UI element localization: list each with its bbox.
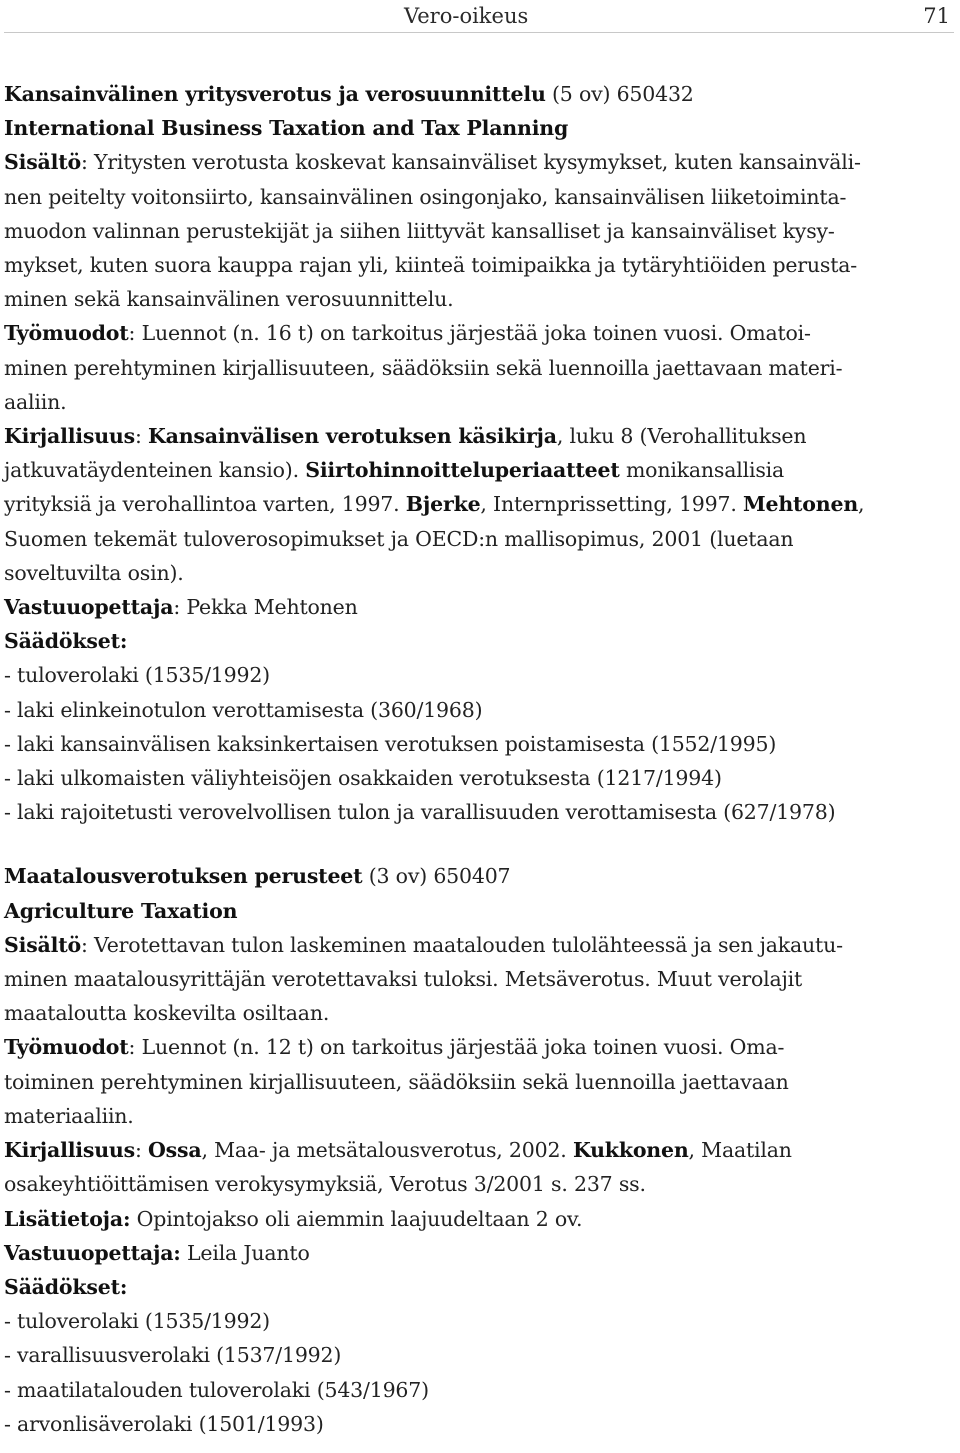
course-credits: (5 ov) 650432	[545, 82, 694, 106]
book-title: Siirtohinnoitteluperiaatteet	[305, 458, 620, 483]
literature-label: Kirjallisuus	[4, 1138, 135, 1163]
header-title: Vero-oikeus	[404, 4, 529, 28]
statute-item: - varallisuusverolaki (1537/1992)	[4, 1343, 342, 1368]
info-line: Lisätietoja: Opintojakso oli aiemmin laajuudeltaan 2 ov.	[4, 1206, 583, 1231]
literature-line: Suomen tekemät tuloverosopimukset ja OECD:n mallisopimus, 2001 (luetaan	[4, 526, 794, 551]
statute-item: - tuloverolaki (1535/1992)	[4, 663, 270, 688]
author-name: Ossa	[148, 1138, 202, 1163]
info-label: Lisätietoja:	[4, 1206, 131, 1231]
content-line: mykset, kuten suora kauppa rajan yli, kiinteä toimipaikka ja tytäryhtiöiden perusta-	[4, 253, 858, 278]
methods-line: toiminen perehtyminen kirjallisuuteen, säädöksiin sekä luennoilla jaettavaan	[4, 1069, 789, 1094]
content-line: nen peitelty voitonsiirto, kansainvälinen osingonjako, kansainvälisen liiketoiminta-	[4, 184, 847, 209]
methods-line: materiaaliin.	[4, 1103, 134, 1128]
statute-item: - laki ulkomaisten väliyhteisöjen osakkaiden verotuksesta (1217/1994)	[4, 766, 722, 791]
running-header	[4, 0, 954, 33]
course-title-fi	[4, 77, 954, 111]
course-name: Maatalousverotuksen perusteet	[4, 864, 363, 889]
author-name: Bjerke	[405, 492, 481, 517]
content-line: maataloutta koskevilta osiltaan.	[4, 1001, 330, 1026]
section-gap	[4, 829, 954, 859]
teacher-line	[4, 590, 954, 624]
course-title-fi	[4, 859, 954, 893]
literature-line: soveltuvilta osin).	[4, 560, 184, 585]
statute-item: - tuloverolaki (1535/1992)	[4, 1309, 270, 1334]
methods-line: Työmuodot: Luennot (n. 12 t) on tarkoitus järjestää joka toinen vuosi. Oma-	[4, 1035, 785, 1060]
methods-label: Työmuodot	[4, 1035, 129, 1060]
methods-line: minen perehtyminen kirjallisuuteen, säädöksiin sekä luennoilla jaettavaan materi-	[4, 355, 843, 380]
methods-line: Työmuodot: Luennot (n. 16 t) on tarkoitus järjestää joka toinen vuosi. Omatoi-	[4, 321, 811, 346]
statute-item: - laki kansainvälisen kaksinkertaisen verotuksen poistamisesta (1552/1995)	[4, 731, 777, 756]
course-title-en: Agriculture Taxation	[4, 898, 238, 923]
content-line: Sisältö: Yritysten verotusta koskevat kansainväliset kysymykset, kuten kansainväli-	[4, 150, 861, 175]
teacher-label: Vastuuopettaja:	[4, 1240, 181, 1265]
course-name: Kansainvälinen yritysverotus ja verosuunnittelu	[4, 82, 546, 106]
methods-label: Työmuodot	[4, 321, 129, 346]
teacher-name: Leila Juanto	[180, 1240, 310, 1265]
content-line: muodon valinnan perustekijät ja siihen liittyvät kansalliset ja kansainväliset kysy-	[4, 218, 835, 243]
literature-line: yrityksiä ja verohallintoa varten, 1997. Bjerke, Internprissetting, 1997. Mehtonen,	[4, 492, 865, 517]
author-name: Kukkonen	[572, 1138, 689, 1163]
content-line: Sisältö: Verotettavan tulon laskeminen maatalouden tulolähteessä ja sen jakautu-	[4, 932, 843, 957]
literature-line: osakeyhtiöittämisen verokysymyksiä, Verotus 3/2001 s. 237 ss.	[4, 1172, 646, 1197]
content-line: minen maatalousyrittäjän verotettavaksi tuloksi. Metsäverotus. Muut verolajit	[4, 967, 803, 992]
statute-item: - arvonlisäverolaki (1501/1993)	[4, 1411, 324, 1436]
statutes-label: Säädökset:	[4, 629, 128, 654]
teacher-label: Vastuuopettaja	[4, 595, 174, 620]
methods-line: aaliin.	[4, 389, 67, 414]
statute-item: - laki rajoitetusti verovelvollisen tulon ja varallisuuden verottamisesta (627/1978)	[4, 800, 836, 825]
statute-item: - laki elinkeinotulon verottamisesta (360/1968)	[4, 697, 483, 722]
teacher-name: : Pekka Mehtonen	[173, 595, 358, 620]
author-name: Mehtonen	[742, 492, 859, 517]
course-section-2	[4, 859, 954, 1440]
statutes-label: Säädökset:	[4, 1274, 128, 1299]
page-number: 71	[923, 4, 950, 28]
course-title-en: International Business Taxation and Tax Planning	[4, 116, 569, 141]
content-label: Sisältö	[4, 932, 81, 957]
course-credits: (3 ov) 650407	[362, 864, 511, 889]
content-line: minen sekä kansainvälinen verosuunnittelu.	[4, 287, 454, 312]
teacher-line	[4, 1236, 954, 1270]
content-label: Sisältö	[4, 150, 81, 175]
literature-line: Kirjallisuus: Ossa, Maa- ja metsätalousverotus, 2002. Kukkonen, Maatilan	[4, 1138, 792, 1163]
document-page	[4, 0, 954, 1441]
literature-line: jatkuvatäydenteinen kansio). Siirtohinnoitteluperiaatteet monikansallisia	[4, 458, 785, 483]
statute-item: - maatilatalouden tuloverolaki (543/1967)	[4, 1377, 429, 1402]
book-title: Kansainvälisen verotuksen käsikirja	[148, 424, 557, 449]
literature-line: Kirjallisuus: Kansainvälisen verotuksen käsikirja, luku 8 (Verohallituksen	[4, 424, 807, 449]
literature-label: Kirjallisuus	[4, 424, 135, 449]
course-section-1	[4, 77, 954, 829]
